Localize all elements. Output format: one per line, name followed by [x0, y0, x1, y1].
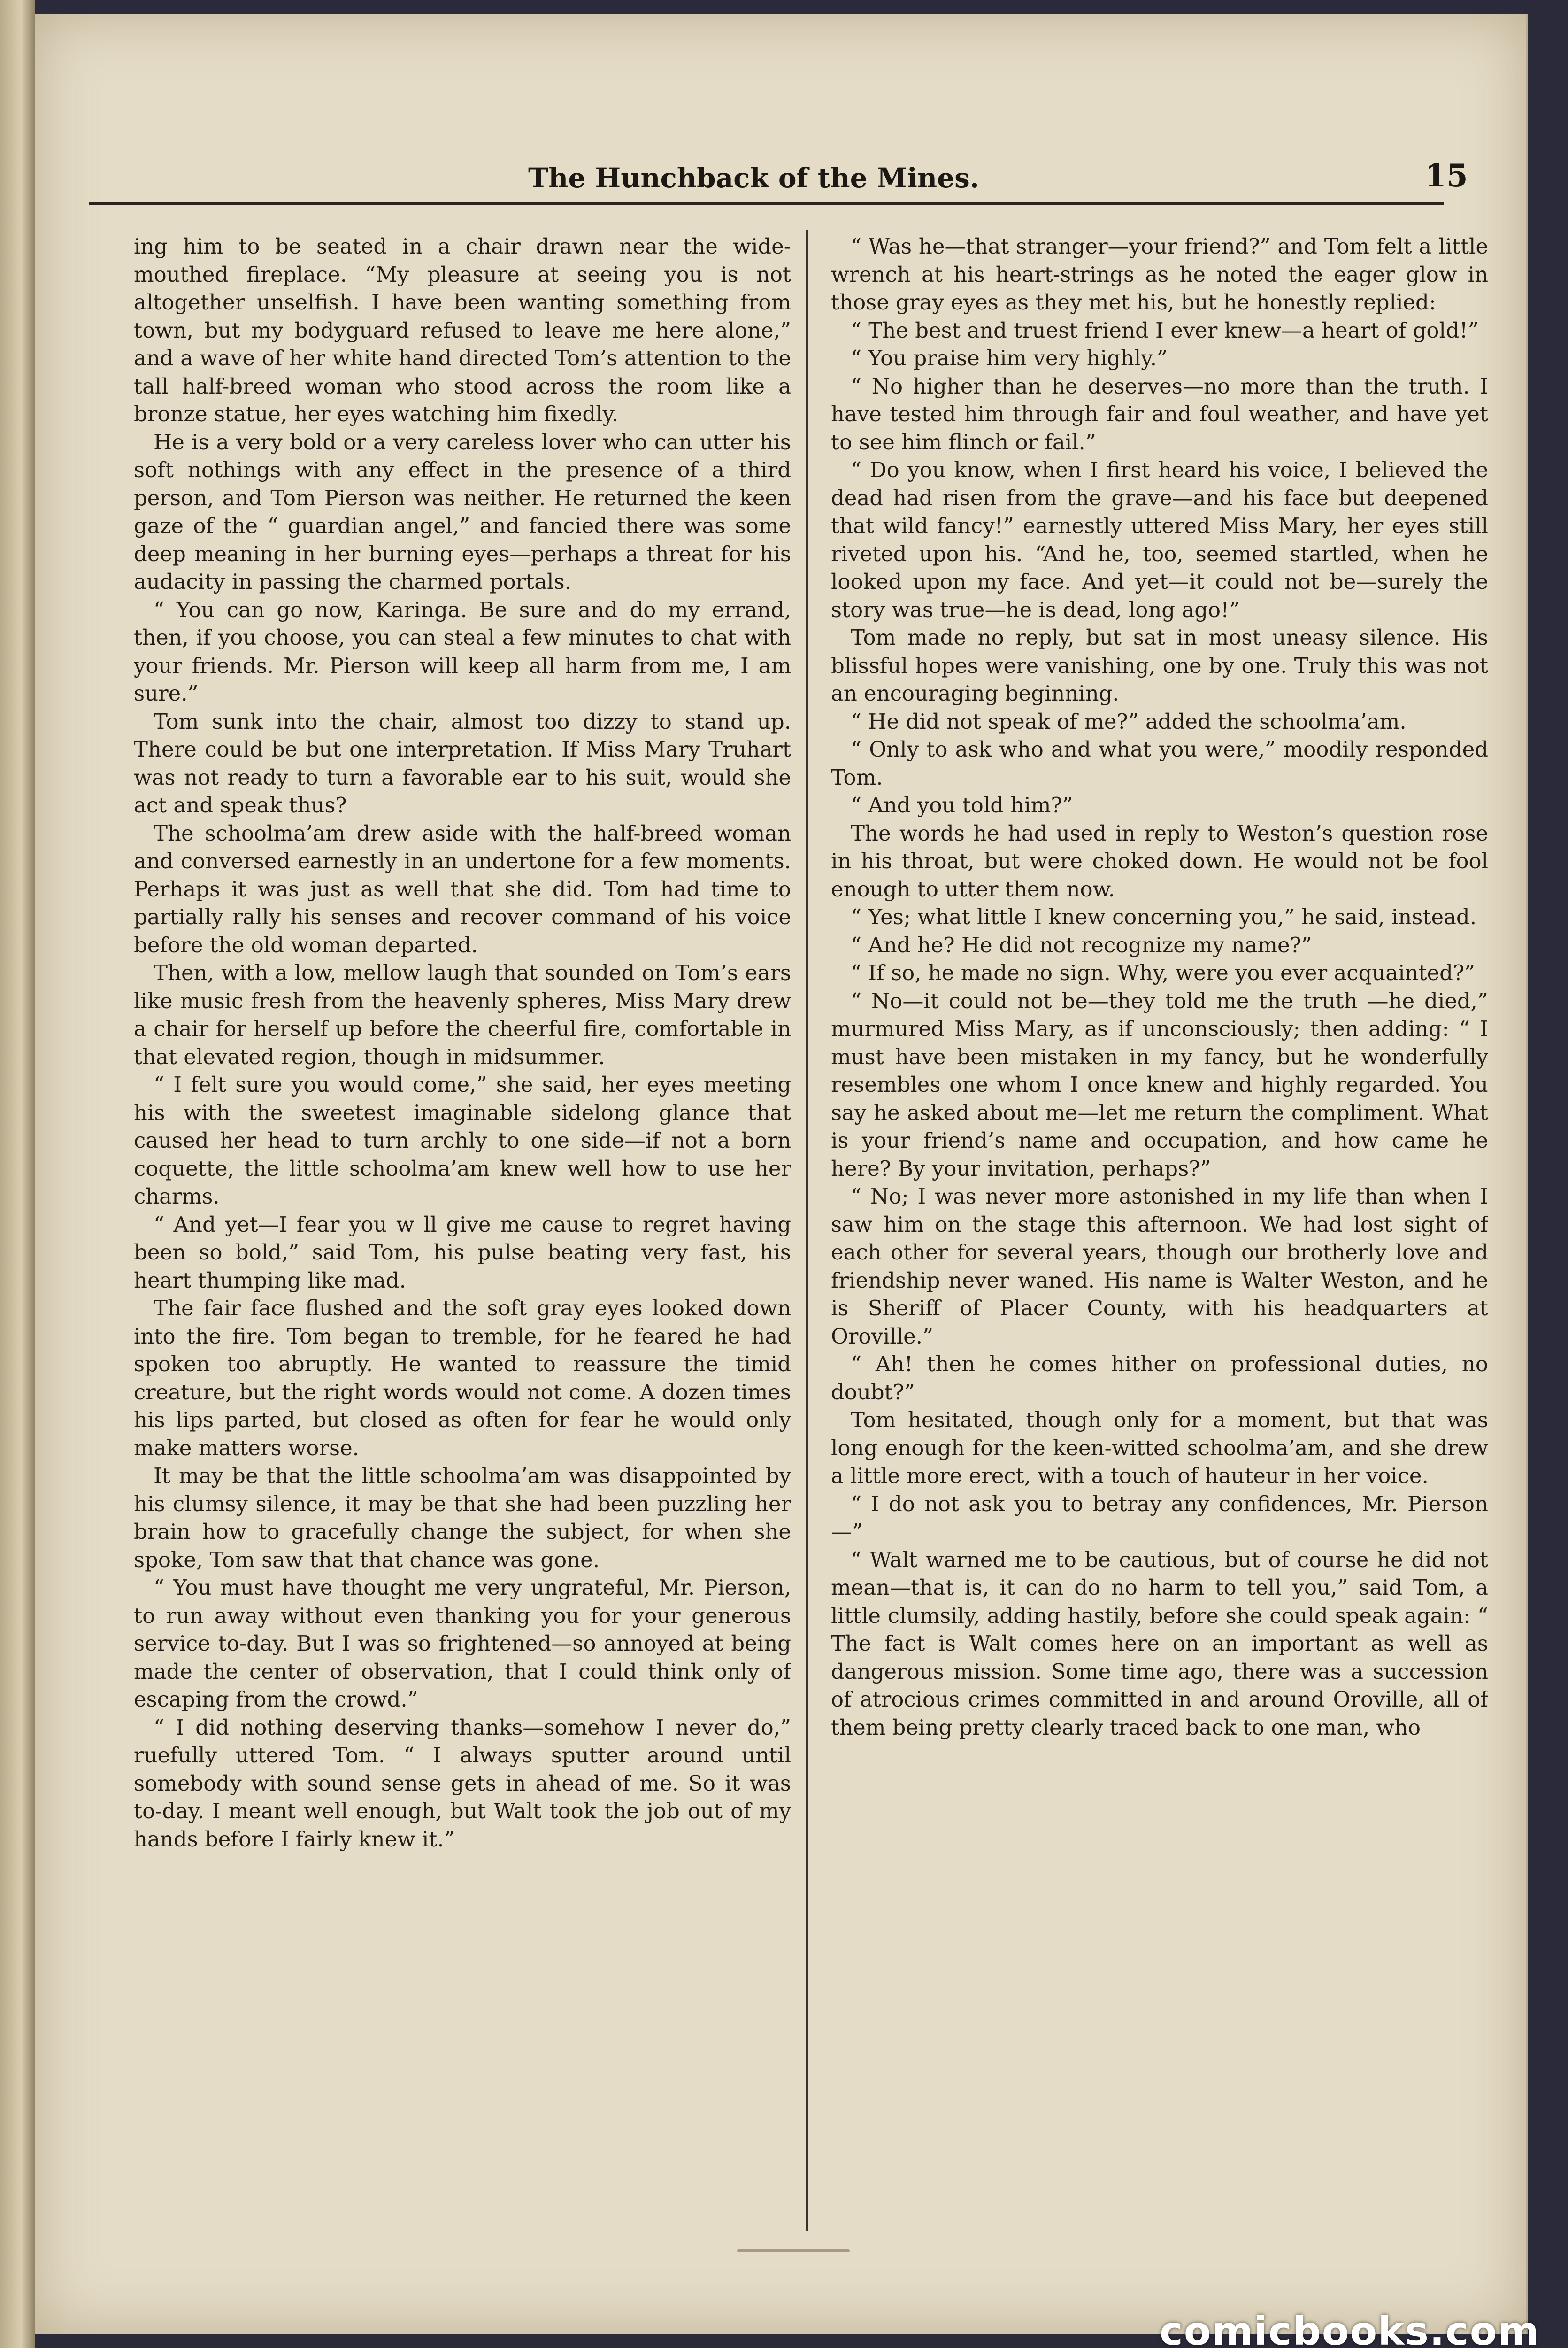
right-column [831, 232, 1488, 2228]
column-rule [806, 230, 808, 2231]
paragraph: “ I did nothing deserving thanks—somehow I never do,” ruefully uttered Tom. “ I always sputter around until somebody with sound sense gets in ahead of me. So it was to-day. I meant well enough, but Walt took the job out of my hands before I fairly knew it.” [134, 1715, 791, 1852]
paragraph: It may be that the little schoolma’am was disappointed by his clumsy silence, it may be that she had been puzzling her brain how to gracefully change the subject, for when she spoke, Tom saw that that chance was gone. [134, 1463, 791, 1572]
paragraph: “ Do you know, when I first heard his voice, I believed the dead had risen from the grave—and his face but deepened that wild fancy!” earnestly uttered Miss Mary, her eyes still riveted upon his. “And he, too, seemed startled, when he looked upon my face. And yet—it could not be—surely the story was true—he is dead, long ago!” [831, 457, 1488, 622]
running-title: The Hunchback of the Mines. [528, 162, 979, 194]
paragraph: “ No higher than he deserves—no more than the truth. I have tested him through fair and foul weather, and have yet to see him flinch or fail.” [831, 373, 1488, 455]
footer-mark [737, 2249, 850, 2252]
paragraph: The schoolma’am drew aside with the half-breed woman and conversed earnestly in an undertone for a few moments. Perhaps it was just as well that she did. Tom had time to partially rally his senses and recover command of his voice before the old woman departed. [134, 820, 791, 958]
paragraph: “ I do not ask you to betray any confidences, Mr. Pierson—” [831, 1491, 1488, 1544]
paragraph: “ No—it could not be—they told me the truth —he died,” murmured Miss Mary, as if unconsciously; then adding: “ I must have been mistaken in my fancy, but he wonderfully resembles one whom I once knew and highly regarded. You say he asked about me—let me return the compliment. What is your friend’s name and occupation, and how came he here? By your invitation, perhaps?” [831, 988, 1488, 1181]
page-number: 15 [1425, 157, 1468, 194]
paragraph: The words he had used in reply to Weston’s question rose in his throat, but were choked down. He would not be fool enough to utter them now. [831, 820, 1488, 902]
paragraph: “ You praise him very highly.” [851, 346, 1168, 371]
watermark: comicbooks.com [1160, 2308, 1540, 2348]
paragraph: He is a very bold or a very careless lover who can utter his soft nothings with any effect in the presence of a third person, and Tom Pierson was neither. He returned the keen gaze of the “ guardian angel,” and fancied there was some deep meaning in her burning eyes—perhaps a threat for his audacity in passing the charmed portals. [134, 429, 791, 594]
paragraph: “ Yes; what little I knew concerning you,” he said, instead. [851, 904, 1477, 929]
header-rule [89, 202, 1444, 205]
paragraph: “ Was he—that stranger—your friend?” and Tom felt a little wrench at his heart-strings as he noted the eager glow in those gray eyes as they met his, but he honestly replied: [831, 234, 1488, 315]
paragraph: The fair face flushed and the soft gray eyes looked down into the fire. Tom began to tremble, for he feared he had spoken too abruptly. He wanted to reassure the timid creature, but the right words would not come. A dozen times his lips parted, but closed as often for fear he would only make matters worse. [134, 1296, 791, 1460]
paragraph: “ Walt warned me to be cautious, but of course he did not mean—that is, it can do no harm to tell you,” said Tom, a little clumsily, adding hastily, before she could speak again: “ The fact is Walt comes here on an important as well as dangerous mission. Some time ago, there was a succession of atrocious crimes committed in and around Oroville, all of them being pretty clearly traced back to one man, who [831, 1547, 1488, 1740]
paragraph: “ Only to ask who and what you were,” moodily responded Tom. [831, 737, 1488, 790]
paragraph: “ You must have thought me very ungrateful, Mr. Pierson, to run away without even thanking you for your generous service to-day. But I was so frightened—so annoyed at being made the center of observation, that I could think only of escaping from the crowd.” [134, 1575, 791, 1712]
paragraph: “ Ah! then he comes hither on professional duties, no doubt?” [831, 1352, 1488, 1405]
book-spine [0, 0, 35, 2348]
paragraph: Tom made no reply, but sat in most uneasy silence. His blissful hopes were vanishing, one by one. Truly this was not an encouraging beginning. [831, 625, 1488, 706]
paragraph: ing him to be seated in a chair drawn near the wide-mouthed fireplace. “My pleasure at seeing you is not altogether unselfish. I have been wanting something from town, but my bodyguard refused to leave me here alone,” and a wave of her white hand directed Tom’s attention to the tall half-breed woman who stood across the room like a bronze statue, her eyes watching him fixedly. [134, 234, 791, 426]
paragraph: “ And yet—I fear you w ll give me cause to regret having been so bold,” said Tom, his pulse beating very fast, his heart thumping like mad. [134, 1212, 791, 1293]
paragraph: “ You can go now, Karinga. Be sure and do my errand, then, if you choose, you can steal a few minutes to chat with your friends. Mr. Pierson will keep all harm from me, I am sure.” [134, 597, 791, 706]
paragraph: “ I felt sure you would come,” she said, her eyes meeting his with the sweetest imaginable sidelong glance that caused her head to turn archly to one side—if not a born coquette, the little schoolma’am knew well how to use her charms. [134, 1072, 791, 1209]
paragraph: “ And he? He did not recognize my name?” [851, 932, 1312, 958]
paragraph: Tom hesitated, though only for a moment, but that was long enough for the keen-witted schoolma’am, and she drew a little more erect, with a touch of hauteur in her voice. [831, 1407, 1488, 1488]
running-header [35, 155, 1472, 207]
left-column [134, 232, 791, 2228]
paragraph: “ No; I was never more astonished in my life than when I saw him on the stage this afternoon. We had lost sight of each other for several years, though our brotherly love and friendship never waned. His name is Walter Weston, and he is Sheriff of Placer County, with his headquarters at Oroville.” [831, 1184, 1488, 1349]
paragraph: Then, with a low, mellow laugh that sounded on Tom’s ears like music fresh from the heavenly spheres, Miss Mary drew a chair for herself up before the cheerful fire, comfortable in that elevated region, though in midsummer. [134, 960, 791, 1069]
paragraph: “ He did not speak of me?” added the schoolma’am. [851, 709, 1407, 734]
paragraph: “ And you told him?” [851, 793, 1073, 818]
paragraph: Tom sunk into the chair, almost too dizzy to stand up. There could be but one interpretation. If Miss Mary Truhart was not ready to turn a favorable ear to his suit, would she act and speak thus? [134, 709, 791, 818]
paragraph: “ The best and truest friend I ever knew—a heart of gold!” [851, 317, 1479, 343]
paragraph: “ If so, he made no sign. Why, were you ever acquainted?” [851, 960, 1476, 985]
